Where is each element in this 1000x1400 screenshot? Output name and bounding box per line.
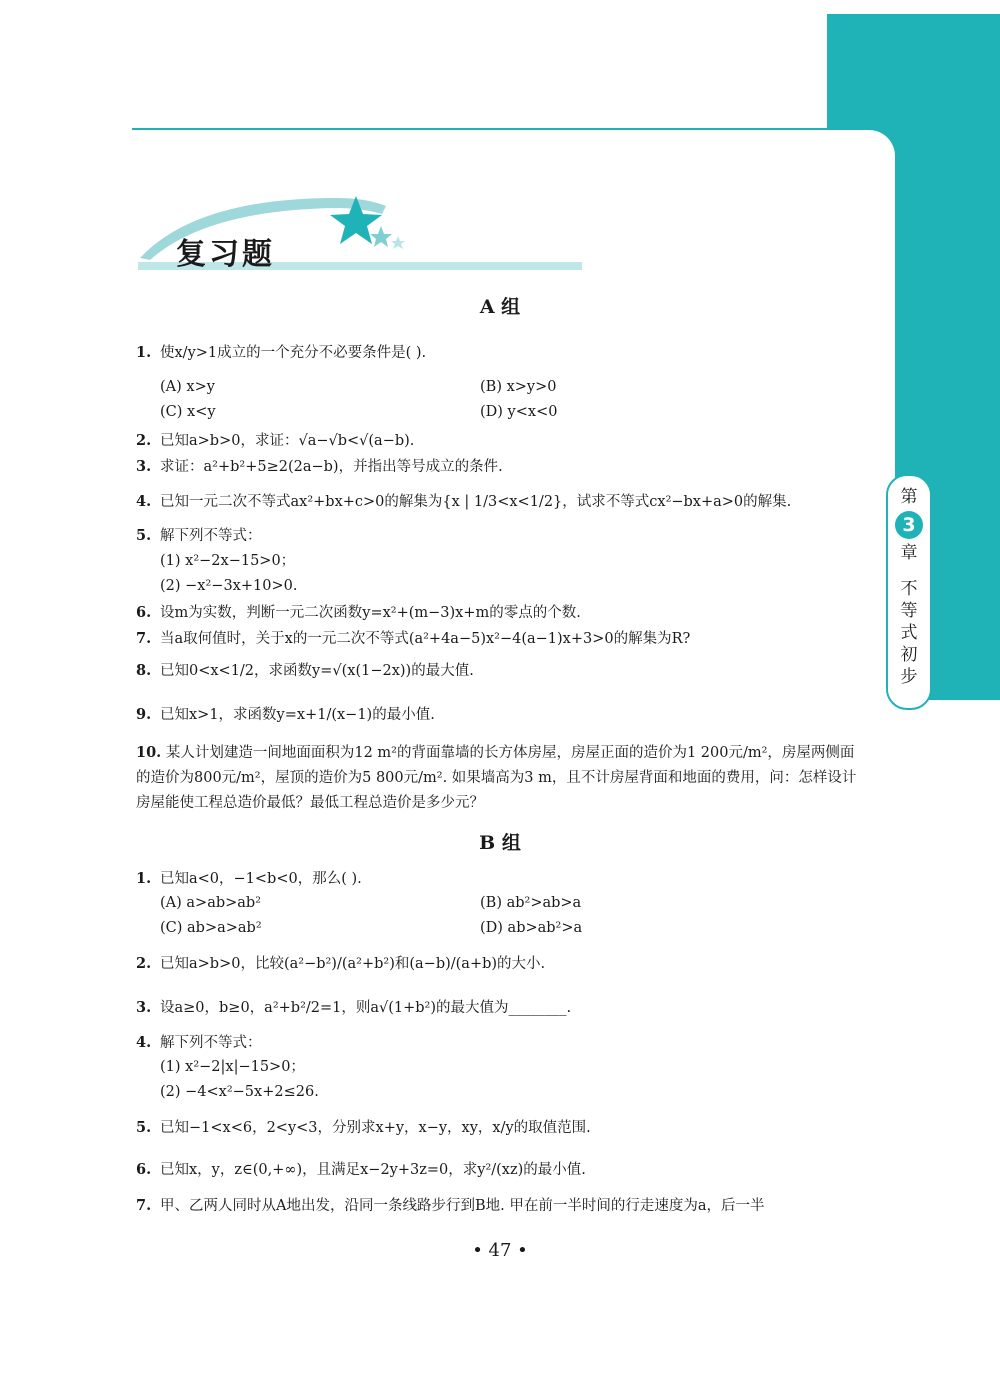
chapter-side-tab [886,474,932,710]
question-b5 [136,1118,591,1138]
question-a9 [136,705,435,725]
question-text: 设m为实数，判断一元二次函数y=x²+(m−3)x+m的零点的个数. [160,605,581,621]
option-d: (D) y<x<0 [480,404,558,420]
question-text: 已知0<x<1/2，求函数y=√(x(1−2x))的最大值. [160,663,474,679]
question-text: 设a≥0，b≥0，a²+b²/2=1，则a√(1+b²)的最大值为________. [160,1000,572,1016]
question-a1 [136,343,426,363]
question-text: 解下列不等式： [160,1035,262,1051]
question-text: 某人计划建造一间地面面积为12 m²的背面靠墙的长方体房屋，房屋正面的造价为1 200元/m²，房屋两侧面的造价为800元/m²，屋顶的造价为5 800元/m². 如果墙高为3 m，且不计房屋背面和地面的费用，问：怎样设计房屋能使工程总造价最低？最低工程总造价是多少元？ [136,745,857,811]
question-text: 求证：a²+b²+5≥2(2a−b)，并指出等号成立的条件. [160,459,503,475]
question-number: 7. [136,1197,152,1214]
question-a10 [136,740,868,816]
question-number: 7. [136,630,152,647]
question-b6 [136,1160,586,1180]
sub-part: (2) −x²−3x+10>0. [160,578,298,594]
question-text: 解下列不等式： [160,528,262,544]
question-number: 6. [136,1161,152,1178]
option-b: (B) x>y>0 [480,379,557,395]
question-number: 5. [136,1119,152,1136]
question-a8 [136,661,474,681]
question-a3 [136,457,503,477]
chapter-title-char: 式 [900,623,918,643]
question-text: 已知a>b>0，求证：√a−√b<√(a−b). [160,433,415,449]
option-c: (C) ab>a>ab² [160,920,262,936]
star-icon [391,236,405,249]
sub-part: (1) x²−2x−15>0； [160,553,296,569]
question-number: 8. [136,662,152,679]
question-a4 [136,492,791,512]
question-text: 已知a<0，−1<b<0，那么( ). [160,871,362,887]
chapter-title-char: 不 [900,579,918,599]
question-a7 [136,629,690,649]
question-number: 3. [136,458,152,475]
question-number: 4. [136,493,152,510]
chapter-label-mid: 章 [900,543,918,563]
question-b4 [136,1033,262,1053]
chapter-label-top: 第 [900,487,918,507]
star-icon [370,226,392,247]
question-text: 已知−1<x<6，2<y<3，分别求x+y，x−y，xy，x/y的取值范围. [160,1120,591,1136]
sub-part: (2) −4<x²−5x+2≤26. [160,1084,319,1100]
section-title: 复习题 [176,237,275,272]
question-number: 5. [136,527,152,544]
group-a-heading: A 组 [479,296,521,318]
question-text: 已知a>b>0，比较(a²−b²)/(a²+b²)和(a−b)/(a+b)的大小. [160,956,546,972]
question-b2 [136,954,545,974]
question-number: 9. [136,706,152,723]
option-c: (C) x<y [160,404,216,420]
question-b7 [136,1196,765,1216]
chapter-title-char: 等 [900,601,918,621]
question-number: 3. [136,999,152,1016]
option-d: (D) ab>ab²>a [480,920,583,936]
chapter-number: 3 [895,511,923,539]
question-a6 [136,603,581,623]
question-text: 使x/y>1成立的一个充分不必要条件是( ). [160,345,427,361]
question-text: 甲、乙两人同时从A地出发，沿同一条线路步行到B地. 甲在前一半时间的行走速度为a，后一半 [160,1198,765,1214]
option-b: (B) ab²>ab>a [480,895,582,911]
question-number: 1. [136,344,152,361]
question-b1 [136,869,362,889]
chapter-title-char: 步 [900,667,918,687]
question-number: 10. [136,744,162,761]
question-number: 2. [136,955,152,972]
question-number: 4. [136,1034,152,1051]
question-text: 当a取何值时，关于x的一元二次不等式(a²+4a−5)x²−4(a−1)x+3>0的解集为R? [160,631,691,647]
option-a: (A) x>y [160,379,215,395]
question-b3 [136,998,571,1018]
question-number: 6. [136,604,152,621]
chapter-title-char: 初 [900,645,918,665]
question-text: 已知x>1，求函数y=x+1/(x−1)的最小值. [160,707,435,723]
question-number: 2. [136,432,152,449]
question-number: 1. [136,870,152,887]
question-text: 已知x，y，z∈(0,+∞)，且满足x−2y+3z=0，求y²/(xz)的最小值. [160,1162,586,1178]
option-a: (A) a>ab>ab² [160,895,262,911]
group-b-heading: B 组 [479,832,521,854]
question-a2 [136,431,414,451]
question-text: 已知一元二次不等式ax²+bx+c>0的解集为{x | 1/3<x<1/2}，试求不等式cx²−bx+a>0的解集. [160,494,792,510]
page-number: • 47 • [472,1240,528,1261]
sub-part: (1) x²−2|x|−15>0； [160,1059,305,1075]
question-a5 [136,526,262,546]
